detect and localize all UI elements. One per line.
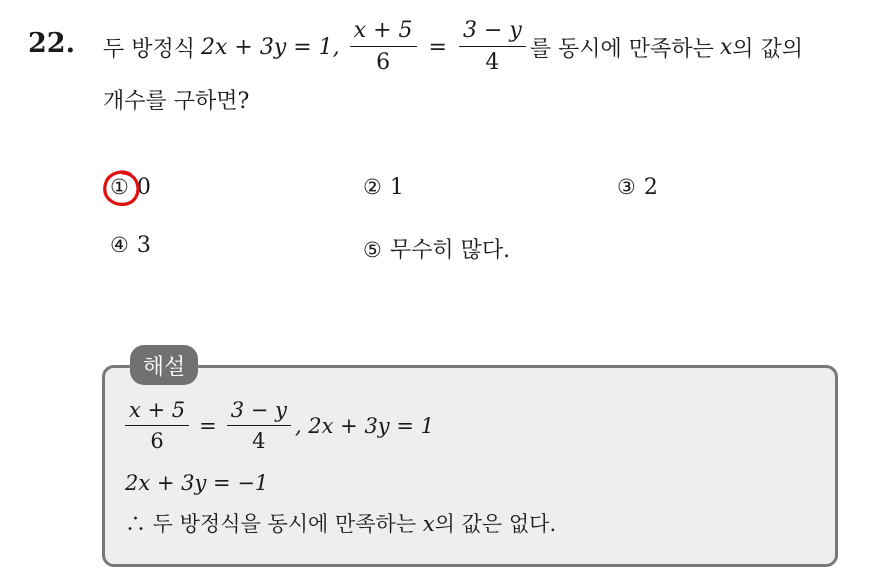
- solution-fraction-2-numerator: 3 − y: [227, 398, 291, 426]
- question-number: 22.: [28, 28, 75, 59]
- fraction-1-denominator: 6: [376, 50, 391, 75]
- choice-4-mark: ④: [110, 233, 129, 257]
- solution-fraction-1-denominator: 6: [150, 429, 164, 454]
- question-equals: =: [428, 34, 447, 60]
- solution-tag: 해설: [130, 345, 198, 385]
- fraction-2-numerator: 3 − y: [459, 18, 526, 47]
- question-prefix: 두 방정식: [103, 36, 196, 62]
- solution-line-2: 2x + 3y = −1: [125, 471, 269, 495]
- solution-fraction-2-denominator: 4: [252, 429, 266, 454]
- question-suffix-a: 를 동시에 만족하는: [529, 36, 714, 62]
- solution-variable: x: [422, 512, 435, 536]
- solution-equals: =: [199, 414, 217, 439]
- fraction-1-numerator: x + 5: [350, 18, 417, 47]
- solution-line-1: [125, 398, 434, 454]
- solution-fraction-2: [227, 398, 291, 454]
- selected-answer-circle-icon: [102, 168, 142, 208]
- question-variable: x: [719, 34, 733, 60]
- choice-2-text: 1: [389, 175, 404, 200]
- solution-equation-tail: , 2x + 3y = 1: [294, 414, 434, 439]
- choice-5-text: 무수히 많다.: [389, 238, 511, 263]
- choice-2[interactable]: [363, 175, 404, 200]
- choice-3[interactable]: [617, 175, 658, 200]
- solution-line-3: [125, 508, 556, 538]
- solution-fraction-1-numerator: x + 5: [125, 398, 189, 426]
- question-line-2: 개수를 구하면?: [103, 89, 250, 114]
- solution-conclusion-prefix: ∴ 두 방정식을 동시에 만족하는: [125, 512, 417, 536]
- question-line-1: [103, 12, 803, 82]
- choice-2-mark: ②: [363, 175, 382, 199]
- question-fraction-2: [459, 18, 526, 77]
- choice-1-mark: ①: [110, 175, 129, 199]
- solution-fraction-1: [125, 398, 189, 454]
- question-equation-1: 2x + 3y = 1,: [201, 34, 340, 60]
- question-fraction-1: [350, 18, 417, 77]
- fraction-2-denominator: 4: [485, 50, 500, 75]
- choice-5[interactable]: [363, 233, 510, 264]
- choice-3-text: 2: [643, 175, 658, 200]
- solution-conclusion-suffix: 의 값은 없다.: [434, 512, 557, 536]
- choice-4[interactable]: [110, 233, 151, 258]
- choice-5-mark: ⑤: [363, 238, 382, 262]
- choice-4-text: 3: [136, 233, 151, 258]
- question-suffix-b: 의 값의: [732, 36, 803, 62]
- choice-1-text: 0: [136, 175, 151, 200]
- choice-3-mark: ③: [617, 175, 636, 199]
